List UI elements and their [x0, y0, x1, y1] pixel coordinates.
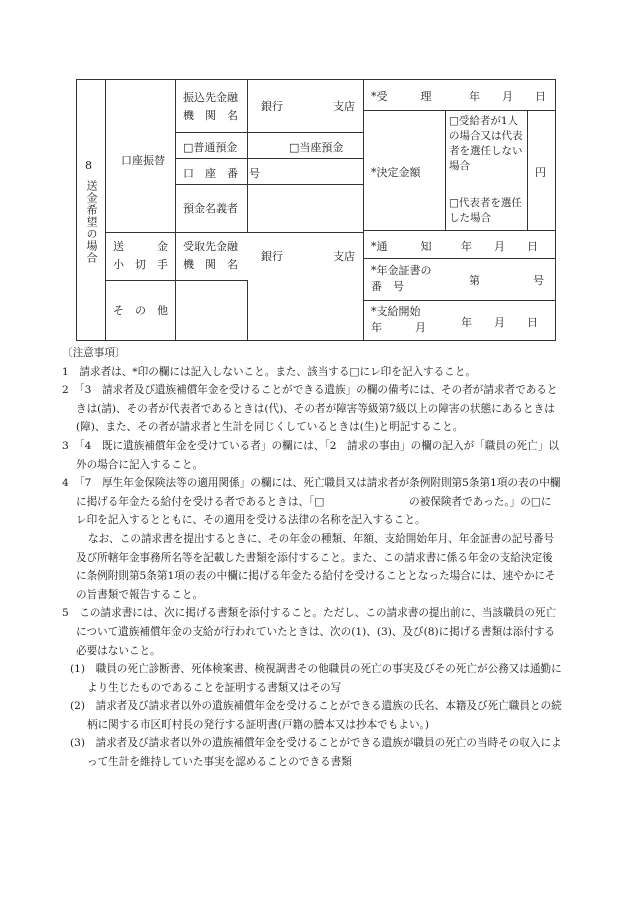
account-transfer-label: 口座振替 [121, 154, 165, 167]
receiving-bank-label: 受取先金融 機 関 名 [183, 240, 238, 271]
note-item: (3) 請求者及び請求者以外の遺族補償年金を受けることができる遺族が職員の死亡の当時その収入によって生計を維持していた事実を認めることのできる書類 [70, 737, 562, 769]
notes-heading: 〔注意事項〕 [62, 347, 126, 359]
note-item: (2) 請求者及び請求者以外の遺族補償年金を受けることができる遺族の氏名、本籍及び死亡職員との続柄に関する市区町村長の発行する証明書(戸籍の謄本又は抄本でもよい。) [70, 700, 562, 731]
single-recipient-option[interactable]: □受給者が1人の場合又は代表者を選任しない場合 [449, 115, 523, 172]
branch-suffix: 支店 [333, 100, 355, 113]
note-item: 2 「3 請求者及び遺族補償年金を受けることができる遺族」の欄の備考には、その者が請求者であるときは(請)、その者が代表者であるときは(代)、その者が障害等級第7級以上の障害の状態にあるときは(障)、また、その者が請求者と生計を同じくしているときは(生)と明記すること。 [62, 384, 558, 434]
note-item: 1 請求者は、*印の欄には記入しないこと。また、該当する□にレ印を記入すること。 [62, 365, 477, 378]
yen-unit: 円 [535, 166, 546, 179]
notes-section [62, 344, 562, 772]
pension-go: 号 [533, 274, 544, 287]
remittance-check-label-2: 小 切 手 [113, 258, 168, 271]
pension-dai: 第 [469, 274, 480, 287]
remittance-form-table [76, 79, 556, 341]
representative-option[interactable]: □代表者を選任した場合 [449, 197, 522, 224]
note-item: 4 「7 厚生年金保険法等の適用関係」の欄には、死亡職員又は請求者が条例附則第5条第1項の表の中欄に掲げる年金たる給付を受ける者であるときは、「□ の被保険者であった。」の□にレ印を記入するとともに、その適用を受ける法律の名称を記入すること。 [62, 477, 561, 527]
receiving-branch-suffix: 支店 [333, 250, 355, 263]
account-number-label: 口 座 番 号 [183, 167, 260, 180]
decision-amount-label: *決定金額 [371, 166, 421, 179]
notice-date: 年 月 日 [461, 240, 538, 253]
section-title: 送金希望の場合 [85, 180, 98, 264]
note-item: 3 「4 既に遺族補償年金を受けている者」の欄には、「2 請求の事由」の欄の記入が「職員の死亡」以外の場合に記入すること。 [62, 439, 559, 471]
receiving-bank-suffix: 銀行 [261, 250, 283, 263]
remittance-check-label-1: 送 金 [113, 240, 168, 253]
receipt-date: 年 月 日 [469, 90, 546, 103]
section-number: 8 [85, 159, 92, 172]
note-item: (1) 職員の死亡診断書、死体検案書、検視調書その他職員の死亡の事実及びその死亡が公務又は通勤により生じたものであることを証明する書類又はその写 [70, 663, 562, 694]
note-item: なお、この請求書を提出するときに、その年金の種類、年額、支給開始年月、年金証書の記号番号及び所轄年金事務所名等を記載した書類を添付すること。また、この請求書に係る年金の支給決定後に条例附則第5条第1項の表の中欄に掲げる年金たる給付を受けることとなった場合には、速やかにその旨書類で報告すること。 [76, 532, 556, 601]
payment-start-label: *支給開始 年 月 [371, 305, 432, 334]
other-label: そ の 他 [113, 304, 168, 317]
current-deposit-checkbox[interactable]: □当座預金 [289, 141, 344, 154]
bank-suffix: 銀行 [261, 100, 283, 113]
receipt-label: *受 理 [371, 90, 432, 103]
notice-label: *通 知 [371, 240, 432, 253]
payment-start-date: 年 月 日 [461, 316, 538, 329]
account-holder-label: 預金名義者 [183, 202, 238, 215]
pension-number-label: *年金証書の 番 号 [371, 264, 443, 293]
note-item: 5 この請求書には、次に掲げる書類を添付すること。ただし、この請求書の提出前に、当該職員の死亡について遺族補償年金の支給が行われていたときは、次の(1)、(3)、及び(8)に掲げる書類は添付する必要はないこと。 [62, 607, 557, 657]
bank-name-label: 振込先金融 機 関 名 [183, 91, 238, 122]
ordinary-deposit-checkbox[interactable]: □普通預金 [183, 141, 238, 154]
